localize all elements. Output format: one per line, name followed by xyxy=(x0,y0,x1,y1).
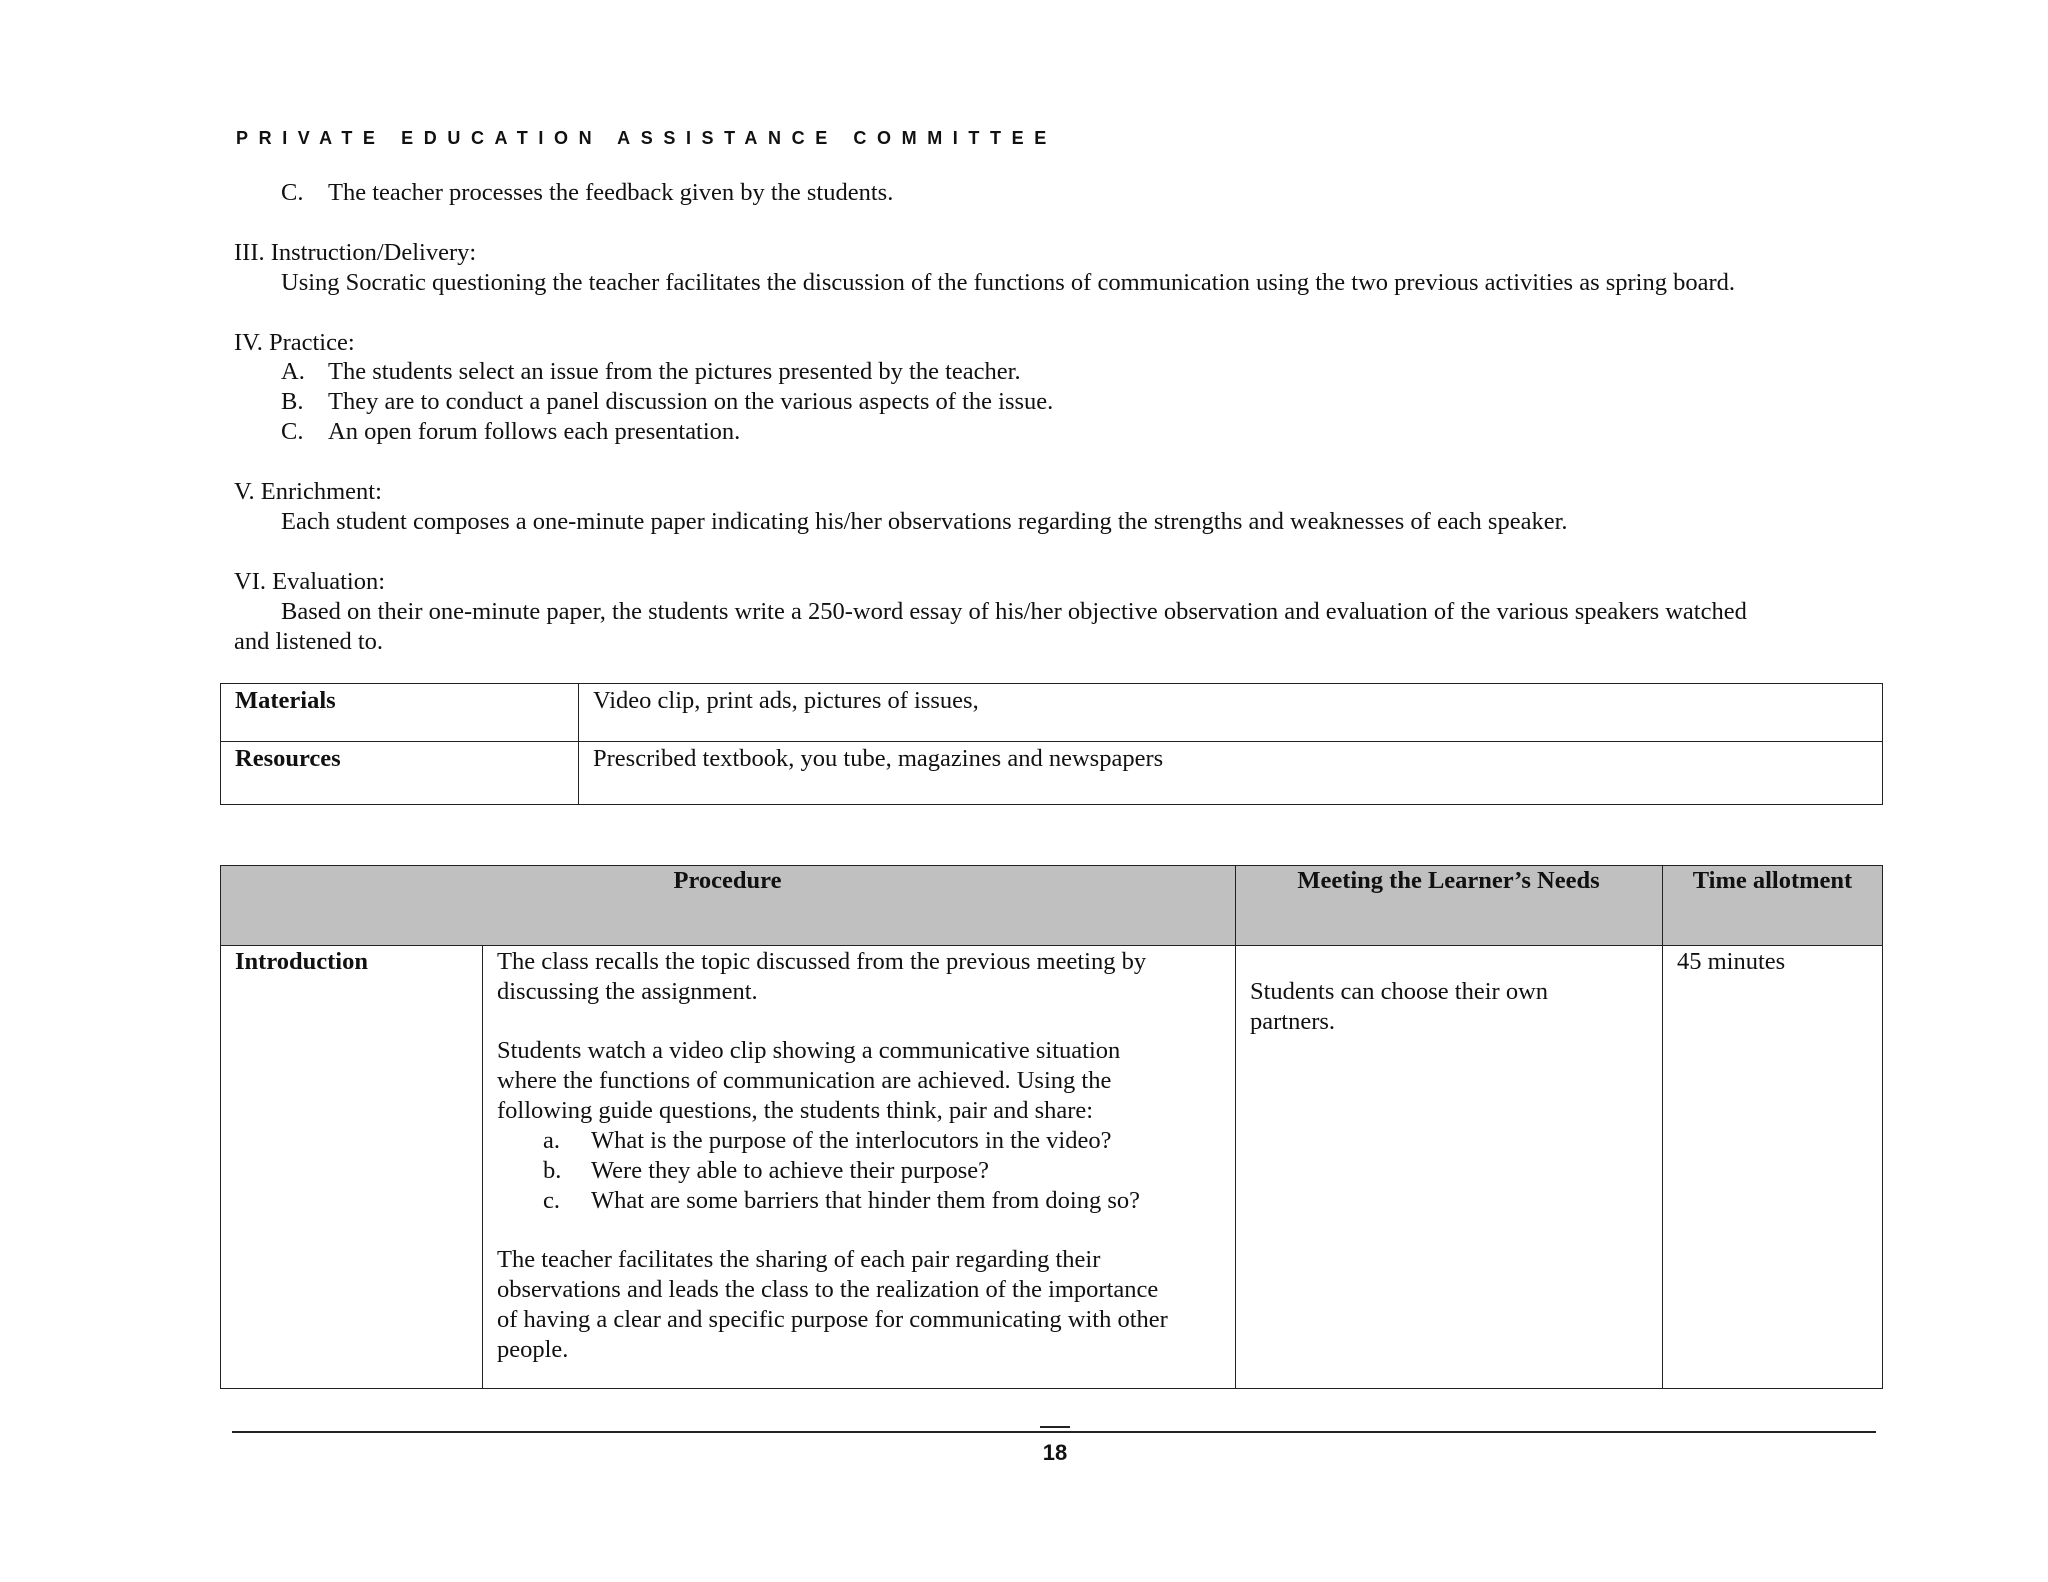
procedure-text: The teacher facilitates the sharing of each pair regarding their xyxy=(497,1246,1101,1273)
list-item-text: The students select an issue from the pictures presented by the teacher. xyxy=(328,358,1021,385)
learners-needs-text: partners. xyxy=(1250,1008,1336,1035)
table-divider xyxy=(220,741,1883,742)
table-divider xyxy=(578,683,579,805)
resources-value: Prescribed textbook, you tube, magazines and newspapers xyxy=(593,745,1164,772)
procedure-text: The class recalls the topic discussed from the previous meeting by xyxy=(497,948,1147,975)
header-learners-needs: Meeting the Learner’s Needs xyxy=(1297,867,1600,894)
page-number: 18 xyxy=(1042,1440,1068,1465)
list-item-text: An open forum follows each presentation. xyxy=(328,418,741,445)
question-marker: c. xyxy=(543,1187,560,1214)
enrichment-body: Each student composes a one-minute paper indicating his/her observations regarding the strengths and weaknesses of each speaker. xyxy=(281,508,1568,535)
list-item-text: The teacher processes the feedback given by the students. xyxy=(328,179,894,206)
procedure-text: of having a clear and specific purpose for communicating with other xyxy=(497,1306,1168,1333)
learners-needs-text: Students can choose their own xyxy=(1250,978,1549,1005)
instruction-body: Using Socratic questioning the teacher facilitates the discussion of the functions of communication using the two previous activities as spring board. xyxy=(281,269,1736,296)
table-divider xyxy=(220,945,1883,946)
list-marker: B. xyxy=(281,388,304,415)
procedure-text: people. xyxy=(497,1336,569,1363)
materials-label: Materials xyxy=(235,687,336,714)
footer-rule xyxy=(232,1431,1876,1433)
evaluation-body-line2: and listened to. xyxy=(234,628,384,655)
procedure-text: discussing the assignment. xyxy=(497,978,758,1005)
procedure-text: observations and leads the class to the realization of the importance xyxy=(497,1276,1159,1303)
section-heading-evaluation: VI. Evaluation: xyxy=(234,568,386,595)
section-heading-practice: IV. Practice: xyxy=(234,329,355,356)
question-marker: b. xyxy=(543,1157,562,1184)
time-allotment-value: 45 minutes xyxy=(1677,948,1786,975)
evaluation-body-line1: Based on their one-minute paper, the students write a 250-word essay of his/her objective observation and evaluation of the various speakers watched xyxy=(281,598,1747,625)
procedure-text: where the functions of communication are achieved. Using the xyxy=(497,1067,1112,1094)
table-divider xyxy=(482,945,483,1389)
header-time-allotment: Time allotment xyxy=(1692,867,1853,894)
footer-tick xyxy=(1040,1426,1070,1428)
list-item-text: They are to conduct a panel discussion on the various aspects of the issue. xyxy=(328,388,1054,415)
stage-label: Introduction xyxy=(235,948,368,975)
table-divider xyxy=(1662,865,1663,1389)
question-marker: a. xyxy=(543,1127,560,1154)
resources-label: Resources xyxy=(235,745,341,772)
list-marker: C. xyxy=(281,418,304,445)
table-divider xyxy=(1235,865,1236,1389)
list-marker: A. xyxy=(281,358,305,385)
section-heading-instruction: III. Instruction/Delivery: xyxy=(234,239,477,266)
question-text: What is the purpose of the interlocutors in the video? xyxy=(591,1127,1112,1154)
question-text: What are some barriers that hinder them from doing so? xyxy=(591,1187,1141,1214)
section-heading-enrichment: V. Enrichment: xyxy=(234,478,382,505)
materials-value: Video clip, print ads, pictures of issues, xyxy=(593,687,979,714)
question-text: Were they able to achieve their purpose? xyxy=(591,1157,990,1184)
list-marker: C. xyxy=(281,179,304,206)
procedure-text: following guide questions, the students think, pair and share: xyxy=(497,1097,1094,1124)
header-procedure: Procedure xyxy=(673,867,782,894)
procedure-text: Students watch a video clip showing a communicative situation xyxy=(497,1037,1121,1064)
page-header: PRIVATE EDUCATION ASSISTANCE COMMITTEE xyxy=(236,128,1057,148)
